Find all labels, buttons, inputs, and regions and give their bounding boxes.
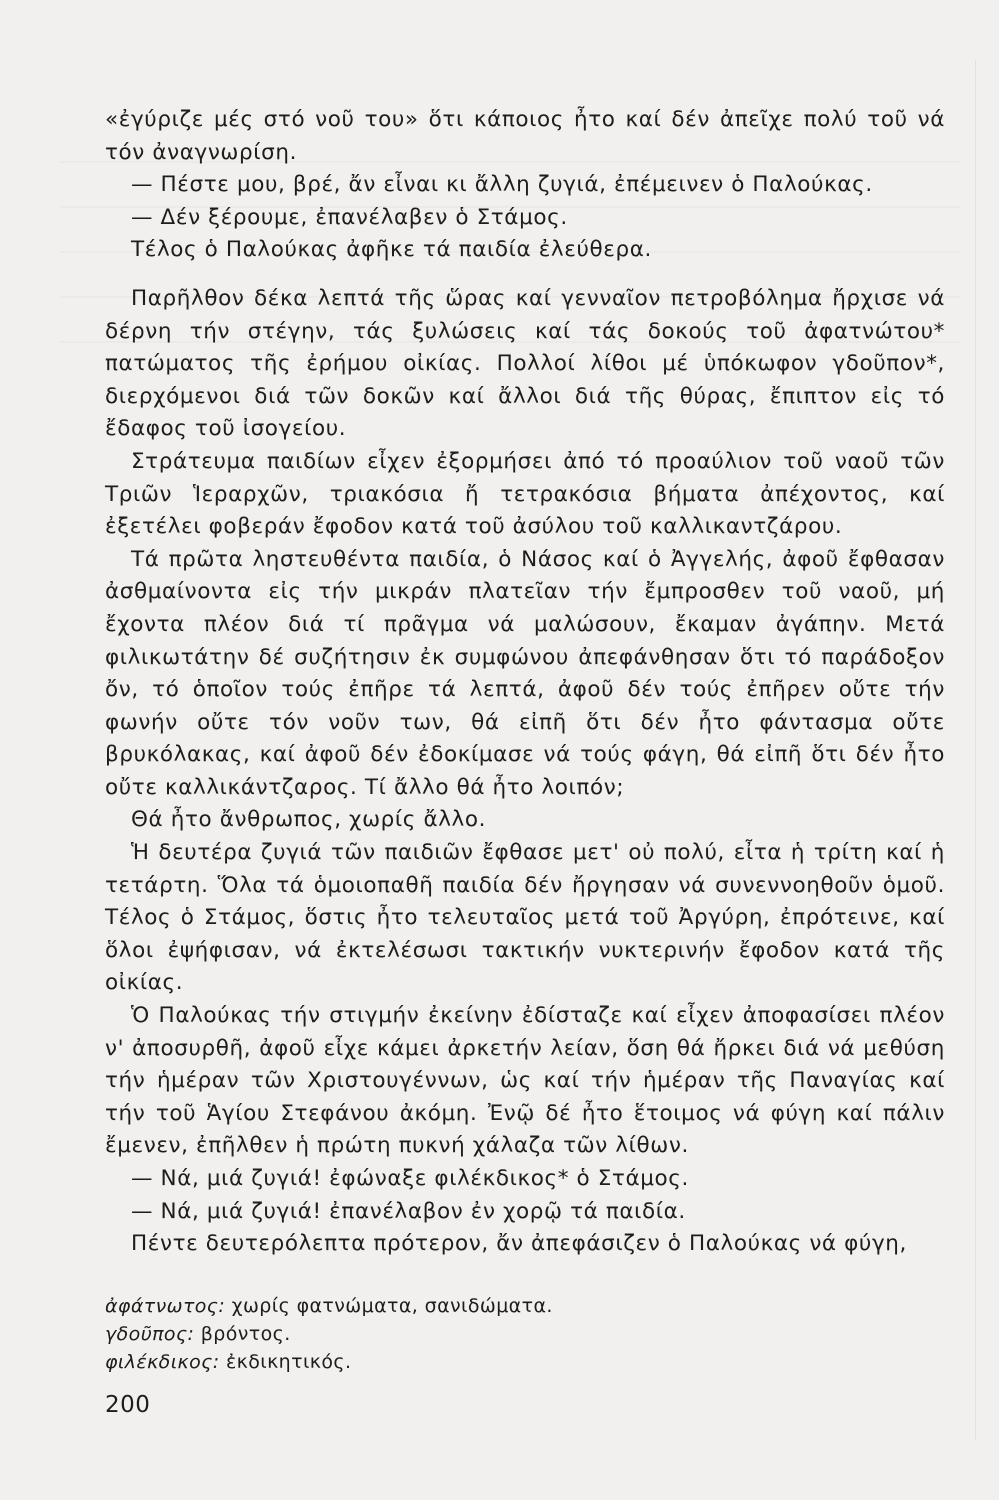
paragraph: Παρῆλθον δέκα λεπτά τῆς ὥρας καί γενναῖον πετροβόλημα ἤρχισε νά δέρνη τήν στέγην, τάς ξυλώσεις καί τάς δοκούς τοῦ ἀφατνώτου* πατώματος τῆς ἐρήμου οἰκίας. Πολλοί λίθοι μέ ὑπόκωφον γδοῦπον*, διερχόμενοι διά τῶν δοκῶν καί ἄλλοι διά τῆς θύρας, ἔπιπτον εἰς τό ἔδαφος τοῦ ἰσογείου. [105,285,945,442]
footnote-item [105,1320,805,1348]
paragraph: — Δέν ξέρουμε, ἐπανέλαβεν ὁ Στάμος. [131,204,568,230]
paragraph: Θά ἦτο ἄνθρωπος, χωρίς ἄλλο. [131,807,487,833]
paragraph: Ὁ Παλούκας τήν στιγμήν ἐκείνην ἐδίσταζε καί εἶχεν ἀποφασίσει πλέον ν' ἀποσυρθῆ, ἀφοῦ εἶχε κάμει ἀρκετήν λείαν, ὅση θά ἤρκει διά νά μεθύση τήν ἡμέραν τῶν Χριστουγέννων, ὡς καί τήν ἡμέραν τῆς Παναγίας καί τήν τοῦ Ἁγίου Στεφάνου ἀκόμη. Ἐνῷ δέ ἦτο ἕτοιμος νά φύγη καί πάλιν ἔμενεν, ἐπῆλθεν ἡ πρώτη πυκνή χάλαζα τῶν λίθων. [105,1003,945,1159]
footnote-item [105,1348,805,1376]
paragraph: Πέντε δευτερόλεπτα πρότερον, ἄν ἀπεφάσιζεν ὁ Παλούκας νά φύγη, [131,1231,907,1257]
footnote-term: φιλέκδικος: [105,1351,220,1373]
paragraph: — Νά, μιά ζυγιά! ἐπανέλαβον ἐν χορῷ τά παιδία. [131,1198,686,1224]
footnote-item [105,1292,805,1320]
paragraph: — Πέστε μου, βρέ, ἄν εἶναι κι ἄλλη ζυγιά, ἐπέμεινεν ὁ Παλούκας. [131,172,873,198]
paragraph: — Νά, μιά ζυγιά! ἐφώναξε φιλέκδικος* ὁ Στάμος. [131,1166,689,1191]
footnotes [105,1292,805,1376]
footnote-definition: χωρίς φατνώματα, σανιδώματα. [225,1295,553,1317]
footnote-term: ἀφάτνωτος: [105,1295,226,1317]
body-text [105,104,945,1261]
paragraph: Ἡ δευτέρα ζυγιά τῶν παιδιῶν ἔφθασε μετ' οὐ πολύ, εἶτα ἡ τρίτη καί ἡ τετάρτη. Ὅλα τά ὁμοιοπαθῆ παιδία δέν ἤργησαν νά συνεννοηθοῦν ὁμοῦ. Τέλος ὁ Στάμος, ὅστις ἦτο τελευταῖος μετά τοῦ Ἀργύρη, ἐπρότεινε, καί ὅλοι ἐψήφισαν, νά ἐκτελέσωσι τακτικήν νυκτερινήν ἔφοδον κατά τῆς οἰκίας. [105,840,945,996]
footnote-term: γδοῦπος: [105,1323,195,1345]
paragraph: Τά πρῶτα ληστευθέντα παιδία, ὁ Νάσος καί ὁ Ἀγγελής, ἀφοῦ ἔφθασαν ἀσθμαίνοντα εἰς τήν μικράν πλατεῖαν τήν ἔμπροσθεν τοῦ ναοῦ, μή ἔχοντα πλέον διά τί πρᾶγμα νά μαλώσουν, ἔκαμαν ἀγάπην. Μετά φιλικωτάτην δέ συζήτησιν ἐκ συμφώνου ἀπεφάνθησαν ὅτι τό παράδοξον ὄν, τό ὁποῖον τούς ἐπῆρε τά λεπτά, ἀφοῦ δέν τούς ἐπῆρεν οὔτε τήν φωνήν οὔτε τόν νοῦν των, θά εἰπῆ ὅτι δέν ἦτο φάντασμα οὔτε βρυκόλακας, καί ἀφοῦ δέν ἐδοκίμασε νά τούς φάγη, θά εἰπῆ ὅτι δέν ἦτο οὔτε καλλικάντζαρος. Τί ἄλλο θά ἦτο λοιπόν; [105,546,945,800]
footnote-definition: βρόντος. [194,1323,291,1345]
paragraph: «ἐγύριζε μές στό νοῦ του» ὅτι κάποιος ἦτο καί δέν ἀπεῖχε πολύ τοῦ νά τόν ἀναγνωρίση. [105,107,945,165]
page-edge-shadow [975,60,986,1440]
page-number: 200 [105,1392,151,1418]
footnote-definition: ἐκδικητικός. [219,1351,352,1373]
paragraph: Τέλος ὁ Παλούκας ἀφῆκε τά παιδία ἐλεύθερα. [131,237,652,263]
paragraph: Στράτευμα παιδίων εἶχεν ἐξορμήσει ἀπό τό προαύλιον τοῦ ναοῦ τῶν Τριῶν Ἱεραρχῶν, τριακόσια ἤ τετρακόσια βήματα ἀπέχοντος, καί ἐξετέλει φοβεράν ἔφοδον κατά τοῦ ἀσύλου τοῦ καλλικαντζάρου. [105,448,945,540]
